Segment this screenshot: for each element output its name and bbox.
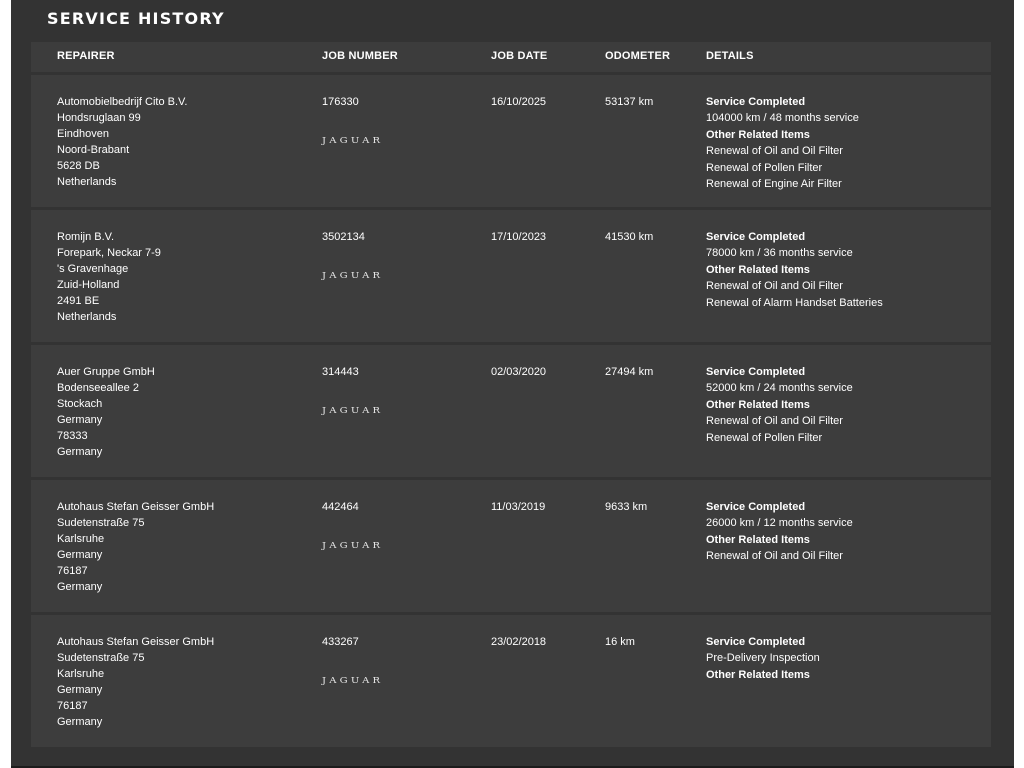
odometer: 16 km <box>605 636 635 648</box>
service-history-table <box>31 42 991 750</box>
repairer-address-line: Germany <box>57 414 103 426</box>
table-body <box>31 75 991 747</box>
repairer-address-line: Netherlands <box>57 176 117 188</box>
service-details <box>706 634 820 683</box>
details-item: Renewal of Pollen Filter <box>706 431 823 444</box>
details-item: Renewal of Oil and Oil Filter <box>706 550 843 563</box>
repairer-address-line: Romijn B.V. <box>57 231 115 243</box>
repairer-address-line: Germany <box>57 684 103 696</box>
table-row <box>31 480 991 612</box>
details-item: Renewal of Alarm Handset Batteries <box>706 296 883 309</box>
details-heading: Service Completed <box>706 96 806 108</box>
repairer-address-line: Autohaus Stefan Geisser GmbH <box>57 636 215 648</box>
repairer-address-line: Karlsruhe <box>57 533 105 545</box>
column-header-repairer: REPAIRER <box>57 50 115 62</box>
repairer-address-line: Zuid-Holland <box>57 279 120 291</box>
details-item: Renewal of Oil and Oil Filter <box>706 415 843 428</box>
column-header-job-date: JOB DATE <box>491 50 548 62</box>
details-item: 52000 km / 24 months service <box>706 382 853 395</box>
repairer-address-line: Autohaus Stefan Geisser GmbH <box>57 501 215 513</box>
details-heading: Other Related Items <box>706 398 810 411</box>
details-heading: Other Related Items <box>706 128 810 141</box>
job-date: 02/03/2020 <box>491 366 547 378</box>
repairer-address <box>57 634 214 730</box>
table-row <box>31 615 991 747</box>
table-row <box>31 210 991 342</box>
jaguar-logo: JAGUAR <box>322 541 384 551</box>
details-item: Renewal of Engine Air Filter <box>706 178 842 191</box>
service-details <box>706 229 883 311</box>
job-date: 23/02/2018 <box>491 636 547 648</box>
odometer: 27494 km <box>605 366 654 378</box>
odometer: 41530 km <box>605 231 654 243</box>
details-item: 78000 km / 36 months service <box>706 247 853 260</box>
details-heading: Other Related Items <box>706 668 810 681</box>
details-item: 26000 km / 12 months service <box>706 517 853 530</box>
service-details <box>706 364 853 446</box>
repairer-address-line: 's Gravenhage <box>57 263 129 275</box>
details-item: Renewal of Pollen Filter <box>706 161 823 174</box>
jaguar-logo: JAGUAR <box>322 676 384 686</box>
job-number: 433267 <box>322 636 359 648</box>
details-heading: Service Completed <box>706 501 806 513</box>
details-item: Renewal of Oil and Oil Filter <box>706 280 843 293</box>
column-header-odometer: ODOMETER <box>605 50 671 62</box>
details-item: Renewal of Oil and Oil Filter <box>706 145 843 158</box>
details-heading: Other Related Items <box>706 263 810 276</box>
repairer-address-line: Eindhoven <box>57 128 109 140</box>
service-details <box>706 94 859 192</box>
repairer-address-line: 76187 <box>57 565 88 577</box>
details-heading: Service Completed <box>706 366 806 378</box>
repairer-address-line: Germany <box>57 716 103 728</box>
table-row <box>31 75 991 207</box>
details-item: 104000 km / 48 months service <box>706 112 859 125</box>
details-heading: Service Completed <box>706 636 806 648</box>
repairer-address-line: Germany <box>57 549 103 561</box>
repairer-address-line: Germany <box>57 581 103 593</box>
repairer-address <box>57 499 214 595</box>
column-header-job-number: JOB NUMBER <box>322 50 398 62</box>
repairer-address-line: Hondsruglaan 99 <box>57 112 141 124</box>
service-history-panel <box>11 0 1014 768</box>
repairer-address-line: 2491 BE <box>57 295 100 307</box>
table-row <box>31 345 991 477</box>
repairer-address-line: Sudetenstraße 75 <box>57 517 145 529</box>
details-heading: Other Related Items <box>706 533 810 546</box>
repairer-address <box>57 94 187 190</box>
jaguar-logo: JAGUAR <box>322 136 384 146</box>
repairer-address-line: 76187 <box>57 700 88 712</box>
job-number: 314443 <box>322 366 359 378</box>
job-number: 176330 <box>322 96 359 108</box>
repairer-address-line: Bodenseeallee 2 <box>57 382 139 394</box>
job-number: 3502134 <box>322 231 365 243</box>
repairer-address-line: Forepark, Neckar 7-9 <box>57 247 161 259</box>
repairer-address-line: 5628 DB <box>57 160 100 172</box>
repairer-address-line: Germany <box>57 446 103 458</box>
page-title: SERVICE HISTORY <box>47 9 225 28</box>
repairer-address-line: Sudetenstraße 75 <box>57 652 145 664</box>
details-heading: Service Completed <box>706 231 806 243</box>
column-header-details: DETAILS <box>706 50 754 62</box>
jaguar-logo: JAGUAR <box>322 406 384 416</box>
repairer-address-line: Stockach <box>57 398 103 410</box>
jaguar-logo: JAGUAR <box>322 271 384 281</box>
job-number: 442464 <box>322 501 359 513</box>
repairer-address-line: Automobielbedrijf Cito B.V. <box>57 96 188 108</box>
service-details <box>706 499 853 565</box>
job-date: 17/10/2023 <box>491 231 547 243</box>
job-date: 16/10/2025 <box>491 96 547 108</box>
repairer-address-line: Noord-Brabant <box>57 144 130 156</box>
repairer-address <box>57 229 161 325</box>
repairer-address-line: 78333 <box>57 430 88 442</box>
table-header <box>31 42 991 72</box>
odometer: 53137 km <box>605 96 654 108</box>
odometer: 9633 km <box>605 501 648 513</box>
repairer-address-line: Karlsruhe <box>57 668 105 680</box>
repairer-address <box>57 364 155 460</box>
job-date: 11/03/2019 <box>491 501 546 513</box>
details-item: Pre-Delivery Inspection <box>706 652 820 665</box>
repairer-address-line: Auer Gruppe GmbH <box>57 366 155 378</box>
repairer-address-line: Netherlands <box>57 311 117 323</box>
